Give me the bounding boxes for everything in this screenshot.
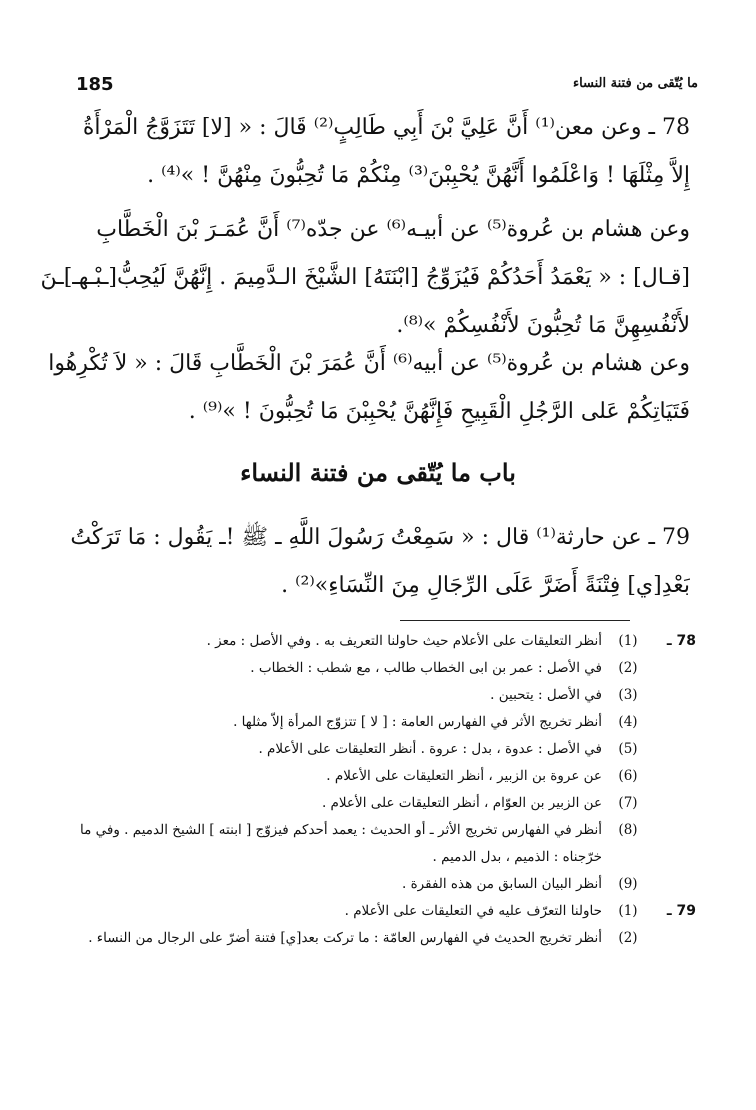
paragraph-79 <box>40 514 690 610</box>
page-header <box>58 74 698 102</box>
footnote-text: في الأصل : عمر بن ابى الخطاب طالب ، مع شطب : الخطاب . <box>250 660 602 676</box>
footnote-number: (4) <box>618 714 638 730</box>
footnote-number: (2) <box>618 660 638 676</box>
text-line: وعن هشام بن عُروة⁽⁵⁾ عن أبيه⁽⁶⁾ أَنَّ عُمَرَ بْنَ الْخَطَّابِ قَالَ : « لاَ تُكْرِهُوا <box>48 351 690 376</box>
paragraph-hisham-2 <box>40 340 690 436</box>
footnote-text: أنظر تخريج الأثر في الفهارس العامة : [ لا ] تتزوّج المرأة إلاّ مثلها . <box>233 714 602 730</box>
footnote-divider <box>400 620 630 621</box>
footnote <box>70 898 696 925</box>
footnote <box>70 736 696 763</box>
text-line: 79 ـ عن حارثة⁽¹⁾ قال : « سَمِعْتُ رَسُولَ اللَّهِ ـ ﷺ !ـ يَقُول : مَا تَرَكْتُ <box>70 525 690 550</box>
footnote <box>70 871 696 898</box>
footnote-number: (5) <box>618 741 638 757</box>
footnotes <box>70 628 696 952</box>
text-line: [قـال] : « يَعْمَدُ أَحَدُكُمْ فَيُزَوِّجُ [ابْنَتَهُ] الشَّيْخَ الـدَّمِيمَ . إِنَّهُنَّ لَيُحِبُّ[ـبْـهـ]ـنَ <box>40 265 690 290</box>
footnote-text: حاولنا التعرّف عليه في التعليقات على الأعلام . <box>344 903 602 919</box>
footnote <box>70 628 696 655</box>
text-line: إِلاَّ مِثْلَهَا ! وَاعْلَمُوا أَنَّهُنَّ يُحْبِبْنَ⁽³⁾ مِنْكُمْ مَا تُحِبُّونَ مِنْهُنَّ ! »⁽⁴⁾ . <box>147 163 690 188</box>
footnote-text: أنظر في الفهارس تخريج الأثر ـ أو الحديث : يعمد أحدكم فيزوّج [ ابنته ] الشيخ الدميم . وفي ما خرّجناه : الذميم ، بدل الدميم . <box>80 822 602 865</box>
footnote <box>70 790 696 817</box>
paragraph-hisham-1 <box>40 206 690 350</box>
text-line: فَتَيَاتِكُمْ عَلى الرَّجُلِ الْقَبِيحِ فَإِنَّهُنَّ يُحْبِبْنَ مَا تُحِبُّونَ ! »⁽⁹⁾ . <box>188 399 690 424</box>
footnote-text: عن عروة بن الزبير ، أنظر التعليقات على الأعلام . <box>326 768 602 784</box>
footnote-text: أنظر البيان السابق من هذه الفقرة . <box>402 876 602 892</box>
footnote <box>70 763 696 790</box>
footnote <box>70 682 696 709</box>
footnote-text: أنظر التعليقات على الأعلام حيث حاولنا التعريف به . وفي الأصل : معز . <box>206 633 602 649</box>
footnote <box>70 655 696 682</box>
footnote-number: (2) <box>618 930 638 946</box>
footnote-number: (7) <box>618 795 638 811</box>
chapter-heading: باب ما يُتّقى من فتنة النساء <box>240 458 516 487</box>
footnote-group-number: 78 ـ <box>666 633 696 649</box>
footnote-number: (1) <box>618 633 638 649</box>
page-number: 185 <box>76 74 114 95</box>
footnote-group-number: 79 ـ <box>666 903 696 919</box>
footnote-number: (8) <box>618 822 638 838</box>
footnote-number: (6) <box>618 768 638 784</box>
running-title: ما يُتّقى من فتنة النساء <box>572 76 698 91</box>
footnote-number: (3) <box>618 687 638 703</box>
footnote-text: عن الزبير بن العوّام ، أنظر التعليقات على الأعلام . <box>321 795 602 811</box>
text-line: 78 ـ وعن معن⁽¹⁾ أَنَّ عَلِيَّ بْنَ أَبِي طَالِبٍ⁽²⁾ قَالَ : « [لا] تَتَزَوَّجُ الْمَرْأَةُ <box>82 115 690 140</box>
text-line: لأَنْفُسِهِنَّ مَا تُحِبُّونَ لأَنْفُسِكُمْ »⁽⁸⁾. <box>396 313 690 338</box>
footnote <box>70 709 696 736</box>
text-line: وعن هشام بن عُروة⁽⁵⁾ عن أبيـه⁽⁶⁾ عن جدّه⁽⁷⁾ أَنَّ عُمَـرَ بْنَ الْخَطَّابِ <box>96 217 690 242</box>
footnote-text: في الأصل : عدوة ، بدل : عروة . أنظر التعليقات على الأعلام . <box>258 741 602 757</box>
text-line: بَعْدِ[ي] فِتْنَةً أَضَرَّ عَلَى الرِّجَالِ مِنَ النِّسَاءِ»⁽²⁾ . <box>281 573 690 598</box>
footnote-number: (1) <box>618 903 638 919</box>
footnote <box>70 925 696 952</box>
paragraph-78 <box>40 104 690 200</box>
footnote <box>70 817 696 871</box>
footnote-text: أنظر تخريج الحديث في الفهارس العامّة : ما تركت بعد[ي] فتنة أضرّ على الرجال من النساء . <box>88 930 602 946</box>
footnote-number: (9) <box>618 876 638 892</box>
footnote-text: في الأصل : يتحبين . <box>490 687 602 703</box>
